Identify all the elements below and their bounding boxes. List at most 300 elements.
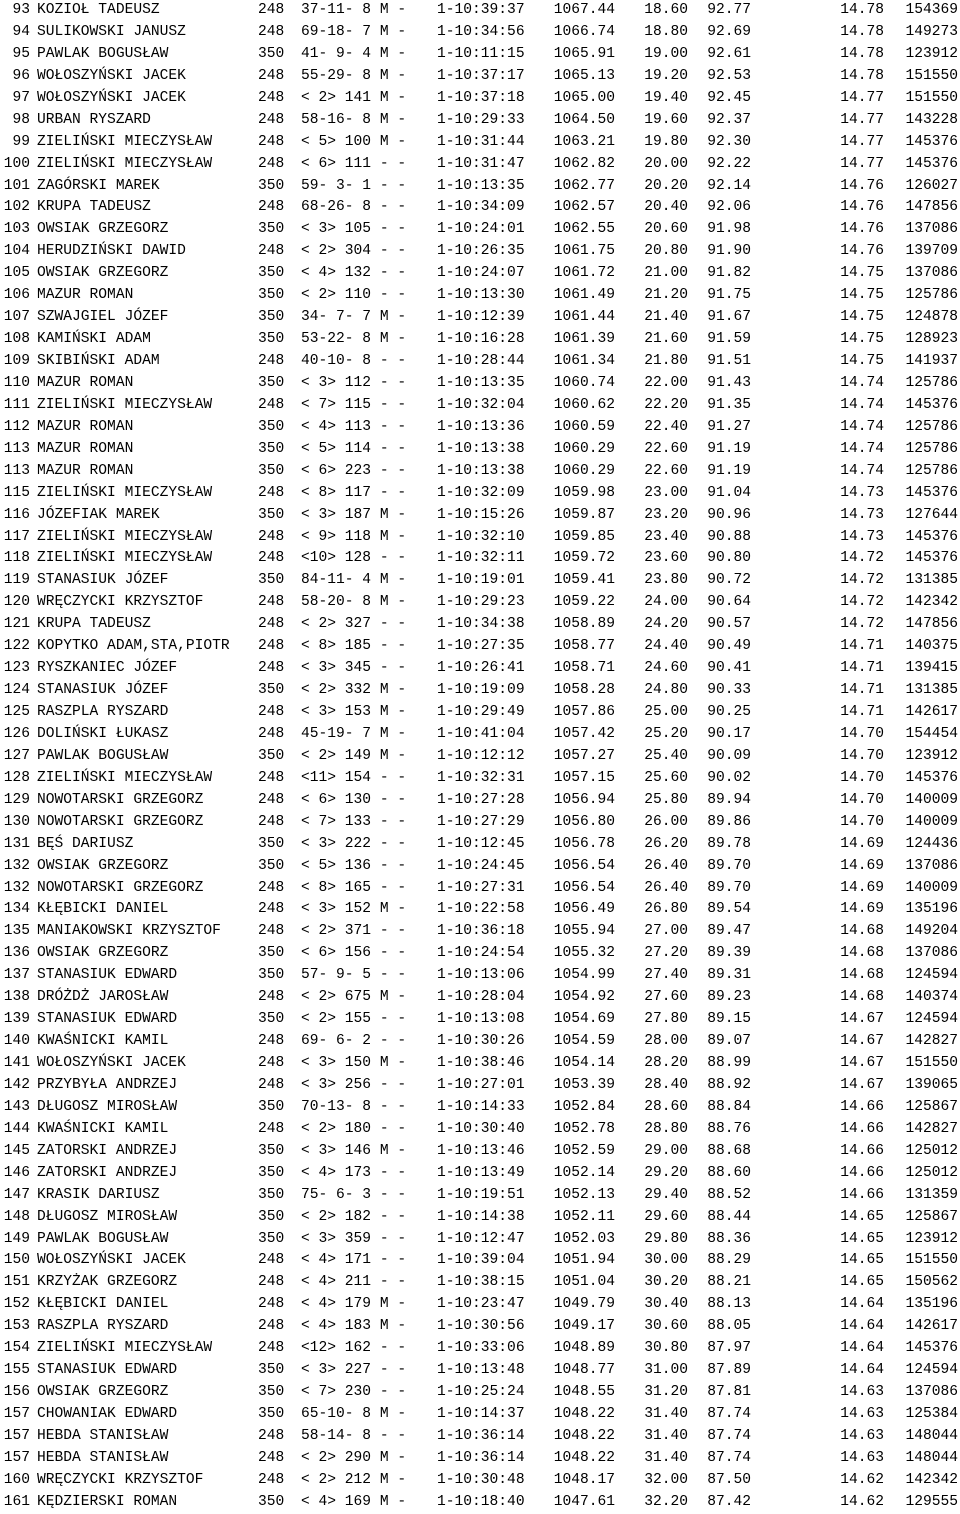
place-cell: 97 bbox=[12, 89, 30, 106]
speed-cell: 1057.42 bbox=[553, 725, 615, 742]
points-cell: 14.67 bbox=[840, 1076, 884, 1093]
arrival-time-cell: 1-10:12:47 bbox=[437, 1230, 525, 1247]
table-row bbox=[0, 1185, 960, 1207]
coefficient-cell: 23.40 bbox=[644, 528, 688, 545]
id-cell: 124878 bbox=[905, 309, 958, 326]
speed-cell: 1054.92 bbox=[553, 989, 615, 1006]
place-cell: 107 bbox=[3, 309, 30, 326]
speed-cell: 1061.49 bbox=[553, 287, 615, 304]
fancier-name-cell: ZIELIŃSKI MIECZYSŁAW bbox=[37, 484, 213, 501]
loft-cell: 350 bbox=[258, 1384, 285, 1401]
id-cell: 125384 bbox=[905, 1406, 958, 1422]
points-cell: 14.76 bbox=[840, 177, 884, 194]
loft-cell: 350 bbox=[258, 45, 285, 62]
table-row bbox=[0, 899, 960, 921]
id-cell: 145376 bbox=[905, 155, 958, 172]
place-cell: 135 bbox=[3, 923, 30, 940]
id-cell: 148044 bbox=[905, 1427, 958, 1444]
loft-cell: 248 bbox=[258, 1274, 285, 1291]
speed-cell: 1054.69 bbox=[553, 1011, 615, 1028]
points-cell: 14.77 bbox=[840, 111, 884, 128]
percent-cell: 88.92 bbox=[707, 1076, 751, 1093]
points-cell: 14.70 bbox=[840, 725, 884, 742]
fancier-name-cell: DRÓŻDŻ JAROSŁAW bbox=[37, 989, 169, 1006]
arrival-time-cell: 1-10:13:35 bbox=[437, 177, 525, 194]
flight-info-cell: 58-16- 8 M - bbox=[301, 111, 407, 128]
percent-cell: 88.76 bbox=[707, 1120, 751, 1137]
percent-cell: 91.82 bbox=[707, 265, 751, 282]
table-row bbox=[0, 176, 960, 198]
flight-info-cell: < 4> 169 M - bbox=[301, 1493, 407, 1510]
points-cell: 14.68 bbox=[840, 967, 884, 984]
flight-info-cell: 84-11- 4 M - bbox=[301, 572, 407, 589]
id-cell: 141937 bbox=[905, 353, 958, 369]
points-cell: 14.66 bbox=[840, 1120, 884, 1137]
id-cell: 149273 bbox=[905, 23, 958, 40]
percent-cell: 91.19 bbox=[707, 462, 751, 479]
fancier-name-cell: OWSIAK GRZEGORZ bbox=[37, 221, 169, 238]
points-cell: 14.77 bbox=[840, 133, 884, 150]
id-cell: 142827 bbox=[905, 1120, 958, 1137]
coefficient-cell: 29.60 bbox=[644, 1208, 688, 1225]
table-row bbox=[0, 1448, 960, 1470]
table-row bbox=[0, 570, 960, 592]
coefficient-cell: 30.20 bbox=[644, 1274, 688, 1291]
flight-info-cell: < 2> 182 - - bbox=[301, 1208, 407, 1225]
flight-info-cell: < 8> 185 - - bbox=[301, 638, 407, 655]
points-cell: 14.78 bbox=[840, 45, 884, 62]
loft-cell: 248 bbox=[258, 1296, 285, 1313]
arrival-time-cell: 1-10:15:26 bbox=[437, 506, 525, 523]
points-cell: 14.75 bbox=[840, 331, 884, 348]
place-cell: 144 bbox=[3, 1120, 30, 1137]
percent-cell: 88.29 bbox=[707, 1252, 751, 1269]
points-cell: 14.71 bbox=[840, 704, 884, 720]
arrival-time-cell: 1-10:19:01 bbox=[437, 572, 525, 589]
flight-info-cell: < 2> 675 M - bbox=[301, 989, 407, 1006]
arrival-time-cell: 1-10:30:26 bbox=[437, 1033, 525, 1050]
table-row bbox=[0, 1141, 960, 1163]
coefficient-cell: 23.20 bbox=[644, 506, 688, 523]
percent-cell: 87.42 bbox=[707, 1493, 751, 1510]
fancier-name-cell: NOWOTARSKI GRZEGORZ bbox=[37, 879, 204, 896]
fancier-name-cell: ZIELIŃSKI MIECZYSŁAW bbox=[37, 550, 213, 567]
table-row bbox=[0, 241, 960, 263]
speed-cell: 1061.39 bbox=[553, 331, 615, 348]
coefficient-cell: 20.60 bbox=[644, 221, 688, 238]
id-cell: 139709 bbox=[905, 243, 958, 260]
speed-cell: 1052.59 bbox=[553, 1142, 615, 1159]
table-row bbox=[0, 1404, 960, 1426]
flight-info-cell: < 2> 149 M - bbox=[301, 747, 407, 764]
loft-cell: 248 bbox=[258, 155, 285, 172]
speed-cell: 1056.94 bbox=[553, 791, 615, 808]
table-row bbox=[0, 1382, 960, 1404]
points-cell: 14.66 bbox=[840, 1098, 884, 1115]
table-row bbox=[0, 22, 960, 44]
coefficient-cell: 20.80 bbox=[644, 243, 688, 260]
percent-cell: 90.25 bbox=[707, 704, 751, 720]
arrival-time-cell: 1-10:25:24 bbox=[437, 1384, 525, 1401]
table-row bbox=[0, 351, 960, 373]
loft-cell: 248 bbox=[258, 1427, 285, 1444]
arrival-time-cell: 1-10:24:01 bbox=[437, 221, 525, 238]
speed-cell: 1060.74 bbox=[553, 374, 615, 391]
loft-cell: 350 bbox=[258, 1208, 285, 1225]
percent-cell: 89.39 bbox=[707, 945, 751, 962]
table-row bbox=[0, 373, 960, 395]
table-row bbox=[0, 680, 960, 702]
flight-info-cell: < 3> 112 - - bbox=[301, 374, 407, 391]
id-cell: 142342 bbox=[905, 594, 958, 611]
points-cell: 14.78 bbox=[840, 23, 884, 40]
speed-cell: 1061.44 bbox=[553, 309, 615, 326]
loft-cell: 350 bbox=[258, 177, 285, 194]
table-row bbox=[0, 395, 960, 417]
points-cell: 14.75 bbox=[840, 265, 884, 282]
coefficient-cell: 25.80 bbox=[644, 791, 688, 808]
percent-cell: 89.15 bbox=[707, 1011, 751, 1028]
arrival-time-cell: 1-10:32:11 bbox=[437, 550, 525, 567]
percent-cell: 91.19 bbox=[707, 440, 751, 457]
table-row bbox=[0, 1031, 960, 1053]
flight-info-cell: 41- 9- 4 M - bbox=[301, 45, 407, 62]
table-row bbox=[0, 1097, 960, 1119]
points-cell: 14.64 bbox=[840, 1318, 884, 1335]
coefficient-cell: 31.40 bbox=[644, 1427, 688, 1444]
place-cell: 121 bbox=[3, 616, 30, 633]
table-row bbox=[0, 1075, 960, 1097]
loft-cell: 248 bbox=[258, 67, 285, 84]
loft-cell: 350 bbox=[258, 506, 285, 523]
place-cell: 157 bbox=[3, 1427, 30, 1444]
loft-cell: 248 bbox=[258, 923, 285, 940]
percent-cell: 90.72 bbox=[707, 572, 751, 589]
speed-cell: 1065.91 bbox=[553, 45, 615, 62]
points-cell: 14.65 bbox=[840, 1230, 884, 1247]
id-cell: 142617 bbox=[905, 704, 958, 720]
place-cell: 100 bbox=[3, 155, 30, 172]
points-cell: 14.63 bbox=[840, 1406, 884, 1422]
loft-cell: 350 bbox=[258, 1362, 285, 1379]
flight-info-cell: < 3> 105 - - bbox=[301, 221, 407, 238]
speed-cell: 1064.50 bbox=[553, 111, 615, 128]
table-row bbox=[0, 1316, 960, 1338]
flight-info-cell: < 3> 222 - - bbox=[301, 835, 407, 852]
coefficient-cell: 32.00 bbox=[644, 1471, 688, 1488]
place-cell: 161 bbox=[3, 1493, 30, 1510]
coefficient-cell: 27.80 bbox=[644, 1011, 688, 1028]
flight-info-cell: < 7> 133 - - bbox=[301, 813, 407, 830]
flight-info-cell: 53-22- 8 M - bbox=[301, 331, 407, 348]
percent-cell: 88.84 bbox=[707, 1098, 751, 1115]
place-cell: 115 bbox=[3, 484, 30, 501]
id-cell: 151550 bbox=[905, 67, 958, 84]
fancier-name-cell: KWAŚNICKI KAMIL bbox=[37, 1033, 169, 1050]
fancier-name-cell: PAWLAK BOGUSŁAW bbox=[37, 45, 169, 62]
flight-info-cell: 68-26- 8 - - bbox=[301, 199, 407, 216]
id-cell: 137086 bbox=[905, 1384, 958, 1401]
place-cell: 150 bbox=[3, 1252, 30, 1269]
flight-info-cell: < 3> 153 M - bbox=[301, 704, 407, 720]
percent-cell: 89.78 bbox=[707, 835, 751, 852]
points-cell: 14.68 bbox=[840, 989, 884, 1006]
coefficient-cell: 28.00 bbox=[644, 1033, 688, 1050]
coefficient-cell: 26.00 bbox=[644, 813, 688, 830]
table-row bbox=[0, 856, 960, 878]
loft-cell: 350 bbox=[258, 1406, 285, 1422]
loft-cell: 248 bbox=[258, 704, 285, 720]
arrival-time-cell: 1-10:11:15 bbox=[437, 45, 525, 62]
coefficient-cell: 26.20 bbox=[644, 835, 688, 852]
percent-cell: 90.09 bbox=[707, 747, 751, 764]
speed-cell: 1058.71 bbox=[553, 660, 615, 677]
flight-info-cell: 37-11- 8 M - bbox=[301, 2, 407, 18]
points-cell: 14.74 bbox=[840, 374, 884, 391]
fancier-name-cell: NOWOTARSKI GRZEGORZ bbox=[37, 791, 204, 808]
flight-info-cell: 34- 7- 7 M - bbox=[301, 309, 407, 326]
speed-cell: 1055.94 bbox=[553, 923, 615, 940]
id-cell: 137086 bbox=[905, 945, 958, 962]
points-cell: 14.72 bbox=[840, 550, 884, 567]
arrival-time-cell: 1-10:30:56 bbox=[437, 1318, 525, 1335]
id-cell: 125786 bbox=[905, 440, 958, 457]
percent-cell: 90.33 bbox=[707, 682, 751, 699]
flight-info-cell: < 2> 327 - - bbox=[301, 616, 407, 633]
place-cell: 140 bbox=[3, 1033, 30, 1050]
place-cell: 111 bbox=[3, 396, 30, 413]
table-row bbox=[0, 1053, 960, 1075]
points-cell: 14.71 bbox=[840, 638, 884, 655]
flight-info-cell: < 2> 155 - - bbox=[301, 1011, 407, 1028]
flight-info-cell: < 2> 304 - - bbox=[301, 243, 407, 260]
place-cell: 112 bbox=[3, 418, 30, 435]
place-cell: 145 bbox=[3, 1142, 30, 1159]
fancier-name-cell: MAZUR ROMAN bbox=[37, 462, 134, 479]
id-cell: 142342 bbox=[905, 1471, 958, 1488]
arrival-time-cell: 1-10:37:17 bbox=[437, 67, 525, 84]
id-cell: 140009 bbox=[905, 879, 958, 896]
coefficient-cell: 32.20 bbox=[644, 1493, 688, 1510]
percent-cell: 91.04 bbox=[707, 484, 751, 501]
table-row bbox=[0, 592, 960, 614]
arrival-time-cell: 1-10:37:18 bbox=[437, 89, 525, 106]
speed-cell: 1059.41 bbox=[553, 572, 615, 589]
fancier-name-cell: KOZIOŁ TADEUSZ bbox=[37, 2, 160, 18]
arrival-time-cell: 1-10:12:39 bbox=[437, 309, 525, 326]
place-cell: 139 bbox=[3, 1011, 30, 1028]
coefficient-cell: 21.40 bbox=[644, 309, 688, 326]
loft-cell: 350 bbox=[258, 1098, 285, 1115]
percent-cell: 88.60 bbox=[707, 1164, 751, 1181]
id-cell: 154454 bbox=[905, 725, 958, 742]
arrival-time-cell: 1-10:14:37 bbox=[437, 1406, 525, 1422]
fancier-name-cell: KRUPA TADEUSZ bbox=[37, 616, 151, 633]
points-cell: 14.62 bbox=[840, 1493, 884, 1510]
table-row bbox=[0, 746, 960, 768]
percent-cell: 89.31 bbox=[707, 967, 751, 984]
id-cell: 137086 bbox=[905, 265, 958, 282]
loft-cell: 350 bbox=[258, 1186, 285, 1203]
table-row bbox=[0, 965, 960, 987]
flight-info-cell: < 3> 187 M - bbox=[301, 506, 407, 523]
flight-info-cell: < 2> 110 - - bbox=[301, 287, 407, 304]
arrival-time-cell: 1-10:27:35 bbox=[437, 638, 525, 655]
fancier-name-cell: JÓZEFIAK MAREK bbox=[37, 506, 160, 523]
flight-info-cell: < 8> 117 - - bbox=[301, 484, 407, 501]
fancier-name-cell: MAZUR ROMAN bbox=[37, 418, 134, 435]
coefficient-cell: 31.40 bbox=[644, 1449, 688, 1466]
table-row bbox=[0, 1207, 960, 1229]
loft-cell: 248 bbox=[258, 791, 285, 808]
coefficient-cell: 26.40 bbox=[644, 879, 688, 896]
coefficient-cell: 24.00 bbox=[644, 594, 688, 611]
coefficient-cell: 20.40 bbox=[644, 199, 688, 216]
speed-cell: 1054.14 bbox=[553, 1055, 615, 1071]
table-row bbox=[0, 1338, 960, 1360]
speed-cell: 1060.59 bbox=[553, 418, 615, 435]
percent-cell: 91.59 bbox=[707, 331, 751, 348]
speed-cell: 1052.03 bbox=[553, 1230, 615, 1247]
loft-cell: 248 bbox=[258, 1252, 285, 1269]
percent-cell: 91.27 bbox=[707, 418, 751, 435]
percent-cell: 91.51 bbox=[707, 353, 751, 369]
points-cell: 14.74 bbox=[840, 440, 884, 457]
fancier-name-cell: URBAN RYSZARD bbox=[37, 111, 151, 128]
points-cell: 14.72 bbox=[840, 594, 884, 611]
loft-cell: 248 bbox=[258, 813, 285, 830]
loft-cell: 248 bbox=[258, 243, 285, 260]
loft-cell: 248 bbox=[258, 1318, 285, 1335]
flight-info-cell: 75- 6- 3 - - bbox=[301, 1186, 407, 1203]
place-cell: 134 bbox=[3, 901, 30, 918]
points-cell: 14.78 bbox=[840, 2, 884, 18]
flight-info-cell: <11> 154 - - bbox=[301, 769, 407, 786]
loft-cell: 248 bbox=[258, 89, 285, 106]
id-cell: 148044 bbox=[905, 1449, 958, 1466]
arrival-time-cell: 1-10:38:15 bbox=[437, 1274, 525, 1291]
speed-cell: 1062.55 bbox=[553, 221, 615, 238]
flight-info-cell: <10> 128 - - bbox=[301, 550, 407, 567]
percent-cell: 90.96 bbox=[707, 506, 751, 523]
loft-cell: 350 bbox=[258, 857, 285, 874]
percent-cell: 90.80 bbox=[707, 550, 751, 567]
place-cell: 93 bbox=[12, 2, 30, 18]
flight-info-cell: < 3> 345 - - bbox=[301, 660, 407, 677]
place-cell: 124 bbox=[3, 682, 30, 699]
place-cell: 129 bbox=[3, 791, 30, 808]
arrival-time-cell: 1-10:13:35 bbox=[437, 374, 525, 391]
fancier-name-cell: PAWLAK BOGUSŁAW bbox=[37, 747, 169, 764]
place-cell: 117 bbox=[3, 528, 30, 545]
table-row bbox=[0, 505, 960, 527]
fancier-name-cell: STANASIUK JÓZEF bbox=[37, 572, 169, 589]
fancier-name-cell: RASZPLA RYSZARD bbox=[37, 1318, 169, 1335]
percent-cell: 87.97 bbox=[707, 1340, 751, 1357]
points-cell: 14.63 bbox=[840, 1384, 884, 1401]
arrival-time-cell: 1-10:36:18 bbox=[437, 923, 525, 940]
id-cell: 137086 bbox=[905, 221, 958, 238]
coefficient-cell: 27.40 bbox=[644, 967, 688, 984]
place-cell: 141 bbox=[3, 1055, 30, 1071]
arrival-time-cell: 1-10:24:54 bbox=[437, 945, 525, 962]
place-cell: 126 bbox=[3, 725, 30, 742]
id-cell: 145376 bbox=[905, 769, 958, 786]
speed-cell: 1052.84 bbox=[553, 1098, 615, 1115]
fancier-name-cell: ZIELIŃSKI MIECZYSŁAW bbox=[37, 528, 213, 545]
flight-info-cell: 58-20- 8 M - bbox=[301, 594, 407, 611]
id-cell: 151550 bbox=[905, 1055, 958, 1071]
id-cell: 125786 bbox=[905, 462, 958, 479]
speed-cell: 1059.87 bbox=[553, 506, 615, 523]
fancier-name-cell: DŁUGOSZ MIROSŁAW bbox=[37, 1208, 178, 1225]
coefficient-cell: 30.00 bbox=[644, 1252, 688, 1269]
place-cell: 98 bbox=[12, 111, 30, 128]
arrival-time-cell: 1-10:30:48 bbox=[437, 1471, 525, 1488]
flight-info-cell: < 3> 256 - - bbox=[301, 1076, 407, 1093]
percent-cell: 91.98 bbox=[707, 221, 751, 238]
place-cell: 113 bbox=[3, 440, 30, 457]
place-cell: 132 bbox=[3, 857, 30, 874]
place-cell: 104 bbox=[3, 243, 30, 260]
coefficient-cell: 24.80 bbox=[644, 682, 688, 699]
percent-cell: 88.52 bbox=[707, 1186, 751, 1203]
coefficient-cell: 23.00 bbox=[644, 484, 688, 501]
fancier-name-cell: KAMIŃSKI ADAM bbox=[37, 331, 151, 348]
loft-cell: 350 bbox=[258, 265, 285, 282]
loft-cell: 350 bbox=[258, 1011, 285, 1028]
flight-info-cell: 59- 3- 1 - - bbox=[301, 177, 407, 194]
points-cell: 14.69 bbox=[840, 901, 884, 918]
id-cell: 147856 bbox=[905, 616, 958, 633]
coefficient-cell: 24.20 bbox=[644, 616, 688, 633]
fancier-name-cell: WRĘCZYCKI KRZYSZTOF bbox=[37, 594, 204, 611]
loft-cell: 248 bbox=[258, 638, 285, 655]
speed-cell: 1051.04 bbox=[553, 1274, 615, 1291]
points-cell: 14.71 bbox=[840, 682, 884, 699]
id-cell: 124594 bbox=[905, 967, 958, 984]
place-cell: 137 bbox=[3, 967, 30, 984]
percent-cell: 89.23 bbox=[707, 989, 751, 1006]
speed-cell: 1058.89 bbox=[553, 616, 615, 633]
flight-info-cell: < 6> 130 - - bbox=[301, 791, 407, 808]
table-row bbox=[0, 285, 960, 307]
table-row bbox=[0, 66, 960, 88]
fancier-name-cell: WOŁOSZYŃSKI JACEK bbox=[37, 1055, 186, 1071]
coefficient-cell: 25.60 bbox=[644, 769, 688, 786]
flight-info-cell: < 3> 227 - - bbox=[301, 1362, 407, 1379]
points-cell: 14.75 bbox=[840, 309, 884, 326]
flight-info-cell: < 2> 371 - - bbox=[301, 923, 407, 940]
fancier-name-cell: ZAGÓRSKI MAREK bbox=[37, 177, 160, 194]
arrival-time-cell: 1-10:13:49 bbox=[437, 1164, 525, 1181]
fancier-name-cell: HEBDA STANISŁAW bbox=[37, 1449, 169, 1466]
arrival-time-cell: 1-10:18:40 bbox=[437, 1493, 525, 1510]
points-cell: 14.68 bbox=[840, 923, 884, 940]
coefficient-cell: 27.00 bbox=[644, 923, 688, 940]
id-cell: 139065 bbox=[905, 1076, 958, 1093]
speed-cell: 1052.78 bbox=[553, 1120, 615, 1137]
points-cell: 14.70 bbox=[840, 747, 884, 764]
arrival-time-cell: 1-10:12:12 bbox=[437, 747, 525, 764]
flight-info-cell: < 6> 111 - - bbox=[301, 155, 407, 172]
table-row bbox=[0, 263, 960, 285]
table-row bbox=[0, 132, 960, 154]
flight-info-cell: < 6> 156 - - bbox=[301, 945, 407, 962]
speed-cell: 1061.72 bbox=[553, 265, 615, 282]
percent-cell: 91.75 bbox=[707, 287, 751, 304]
loft-cell: 248 bbox=[258, 111, 285, 128]
